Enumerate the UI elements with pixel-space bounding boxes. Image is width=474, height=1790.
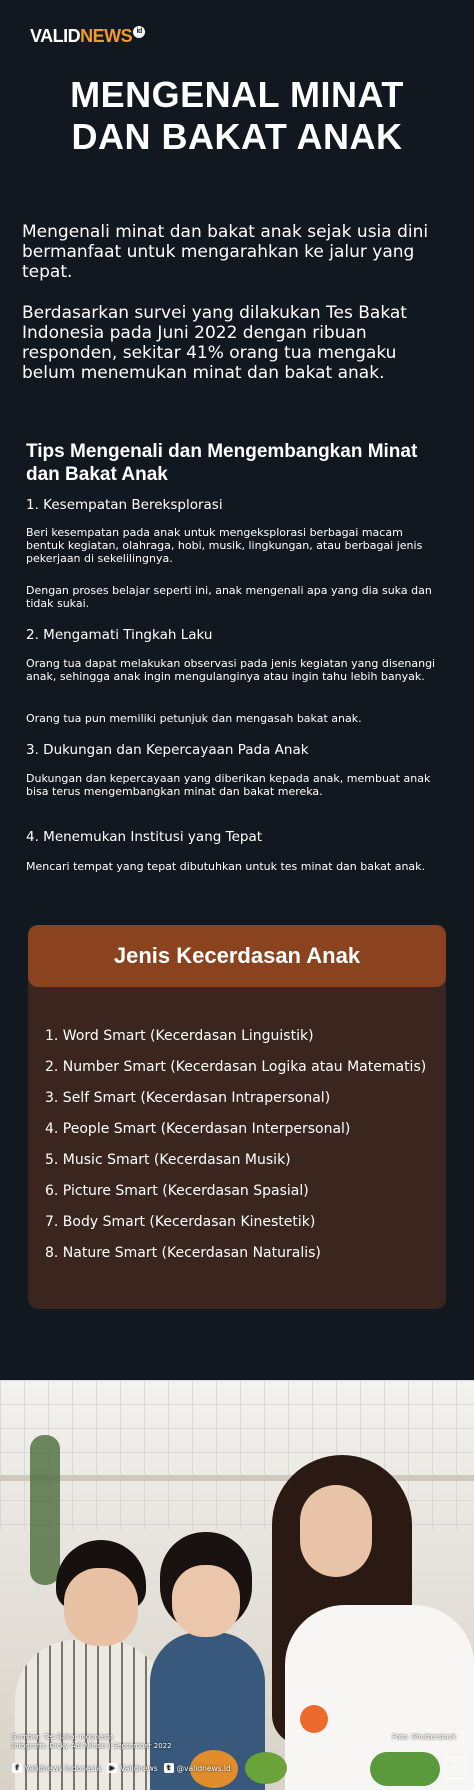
youtube-label: Validnews [120, 1763, 158, 1773]
carrot [300, 1705, 328, 1733]
social-youtube[interactable] [107, 1763, 157, 1773]
tip-4-title: 4. Menemukan Institusi yang Tepat [26, 829, 263, 845]
social-facebook[interactable] [12, 1763, 101, 1773]
vegetable [245, 1752, 287, 1784]
kecerdasan-item: 5. Music Smart (Kecerdasan Musik) [45, 1152, 291, 1168]
mother-face [300, 1485, 372, 1577]
kecerdasan-item: 3. Self Smart (Kecerdasan Intrapersonal) [45, 1090, 331, 1106]
boy-face [64, 1568, 138, 1646]
kecerdasan-heading: Jenis Kecerdasan Anak [113, 943, 361, 968]
facebook-icon: f [12, 1763, 22, 1773]
tip-2-title: 2. Mengamati Tingkah Laku [26, 627, 213, 643]
greens [370, 1752, 440, 1786]
kecerdasan-item: 2. Number Smart (Kecerdasan Logika atau Matematis) [45, 1059, 427, 1075]
kecerdasan-item: 6. Picture Smart (Kecerdasan Spasial) [45, 1183, 309, 1199]
tip-2-note: Orang tua pun memiliki petunjuk dan mengasah bakat anak. [26, 712, 362, 725]
tip-4-body: Mencari tempat yang tepat dibutuhkan untuk tes minat dan bakat anak. [26, 860, 426, 873]
kecerdasan-item: 8. Nature Smart (Kecerdasan Naturalis) [45, 1245, 321, 1261]
credit-line: Infografis: Dicky Adi Nihaki | September 2022 [12, 1742, 172, 1750]
kecerdasan-item: 7. Body Smart (Kecerdasan Kinestetik) [45, 1214, 316, 1230]
tip-2-body: Orang tua dapat melakukan observasi pada jenis kegiatan yang disenangi anak, sehingga anak ingin mengulanginya atau ingin tahu lebih banyak. [26, 657, 436, 683]
tip-3-title: 3. Dukungan dan Kepercayaan Pada Anak [26, 742, 309, 758]
logo-badge: id [133, 26, 145, 38]
page-title [0, 74, 474, 158]
intro-paragraph-2: Berdasarkan survei yang dilakukan Tes Bakat Indonesia pada Juni 2022 dengan ribuan responden, sekitar 41% orang tua mengaku belum menemukan minat dan bakat anak. [22, 303, 407, 383]
tip-1-note: Dengan proses belajar seperti ini, anak mengenali apa yang dia suka dan tidak sukai. [26, 584, 432, 610]
tip-3-body: Dukungan dan kepercayaan yang diberikan kepada anak, membuat anak bisa terus mengembangkan minat dan bakat mereka. [26, 772, 431, 798]
validnews-logo [30, 26, 145, 47]
family-cooking-photo [0, 1380, 474, 1790]
youtube-icon: ▶ [107, 1763, 117, 1773]
kitchen-shelf [0, 1475, 474, 1481]
logo-accent-text: NEWS [80, 26, 133, 46]
kecerdasan-item: 1. Word Smart (Kecerdasan Linguistik) [45, 1028, 314, 1044]
social-twitter[interactable] [164, 1763, 231, 1773]
twitter-icon: t [164, 1763, 174, 1773]
source-line: Sumber: Tes Bakat Indonesia [12, 1733, 114, 1741]
title-line-1: MENGENAL MINAT [70, 74, 404, 115]
twitter-label: @validnews.id [176, 1763, 231, 1773]
kecerdasan-panel-header [28, 925, 446, 987]
plant [30, 1435, 60, 1585]
social-links [12, 1761, 231, 1775]
photo-credit: Foto: Shutterstock [392, 1733, 457, 1741]
facebook-label: Validnews Indonesia [25, 1763, 102, 1773]
tip-1-body: Beri kesempatan pada anak untuk mengeksplorasi berbagai macam bentuk kegiatan, olahraga, hobi, musik, lingkungan, atau berbagai jenis pekerjaan di sekelilingnya. [26, 526, 423, 565]
logo-main-text: VALID [30, 26, 81, 46]
tip-1-title: 1. Kesempatan Bereksplorasi [26, 497, 223, 513]
title-line-2: DAN BAKAT ANAK [71, 116, 403, 157]
corner-logo-mark: ⌁ [444, 1757, 466, 1779]
tips-heading: Tips Mengenali dan Mengembangkan Minat dan Bakat Anak [26, 441, 418, 485]
girl-face [172, 1565, 240, 1637]
intro-paragraph-1: Mengenali minat dan bakat anak sejak usia dini bermanfaat untuk mengarahkan ke jalur yang tepat. [22, 222, 429, 282]
kecerdasan-item: 4. People Smart (Kecerdasan Interpersonal) [45, 1121, 351, 1137]
